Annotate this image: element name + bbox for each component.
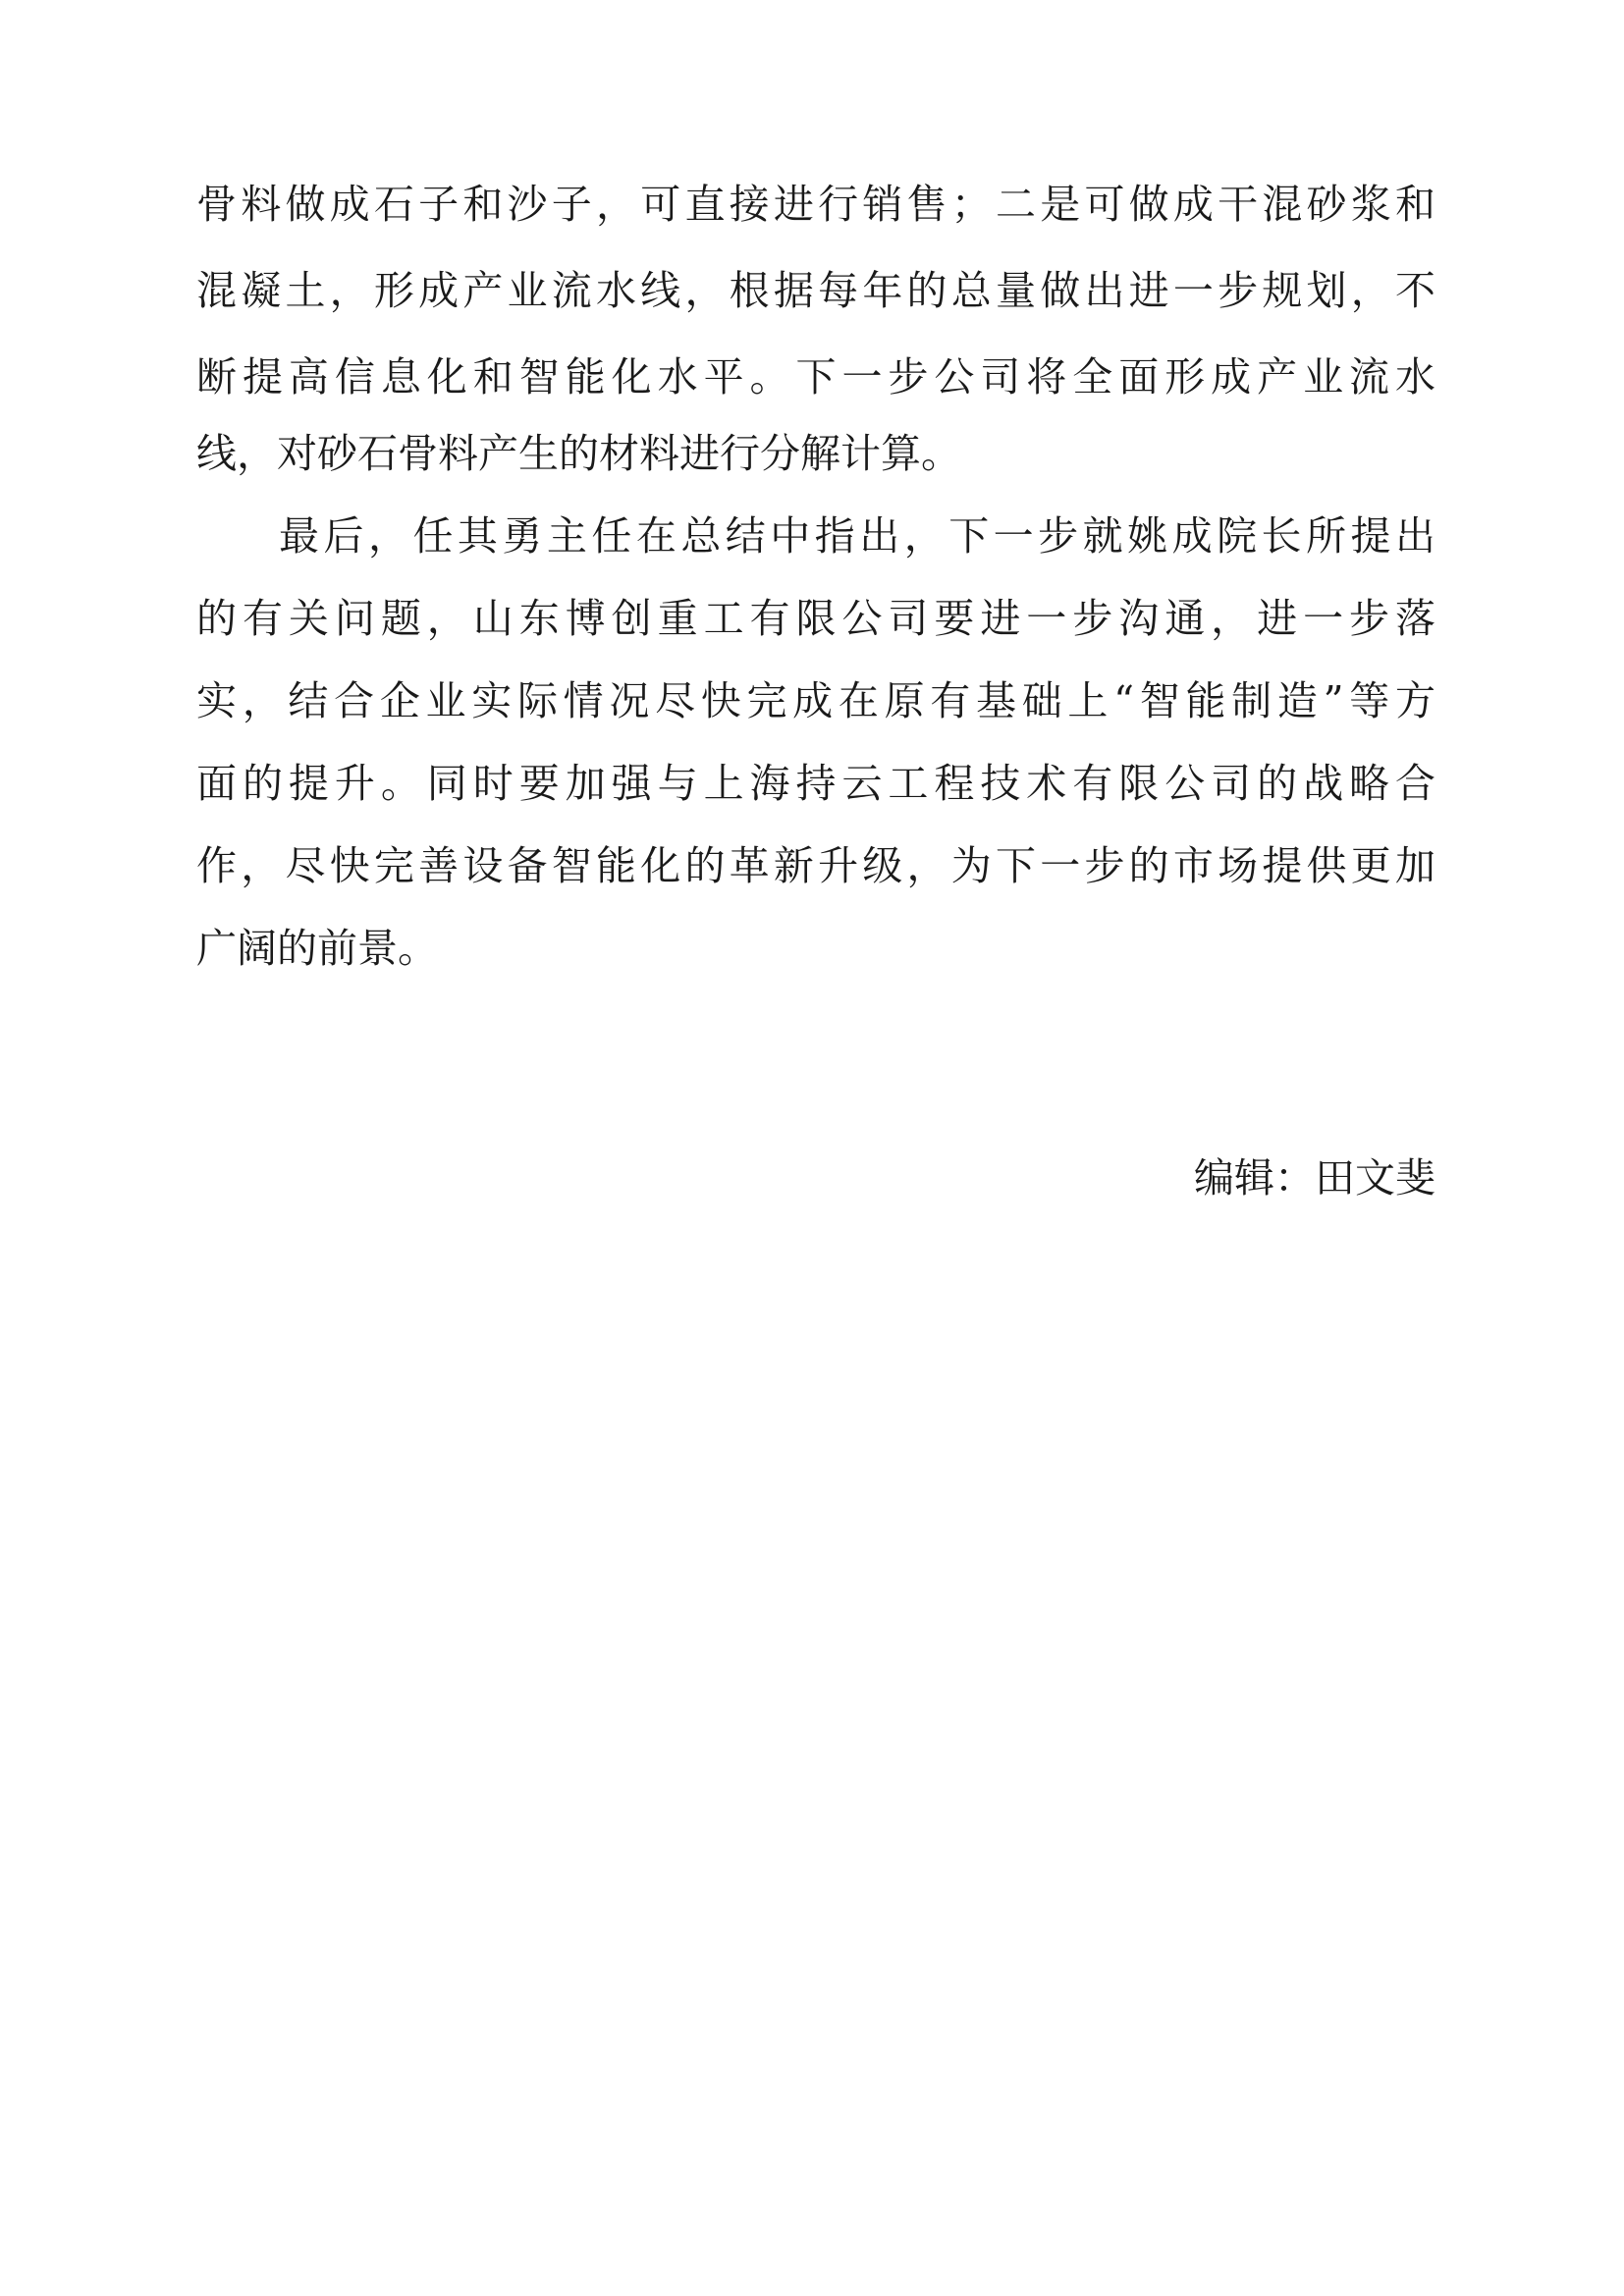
paragraph-line: 作，尽快完善设备智能化的革新升级，为下一步的市场提供更加 — [196, 842, 1435, 889]
paragraph-line: 广阔的前景。 — [196, 925, 438, 972]
paragraph-line: 实，结合企业实际情况尽快完成在原有基础上“智能制造”等方 — [196, 677, 1435, 724]
paragraph-line: 的有关问题，山东博创重工有限公司要进一步沟通，进一步落 — [196, 595, 1435, 642]
editor-credit: 编辑：田文斐 — [1194, 1154, 1435, 1201]
paragraph-line: 断提高信息化和智能化水平。下一步公司将全面形成产业流水 — [196, 353, 1435, 400]
paragraph-line: 最后，任其勇主任在总结中指出，下一步就姚成院长所提出 — [279, 512, 1435, 560]
paragraph-line: 线，对砂石骨料产生的材料进行分解计算。 — [196, 430, 961, 477]
paragraph-line: 混凝土，形成产业流水线，根据每年的总量做出进一步规划，不 — [196, 267, 1435, 314]
paragraph-line: 面的提升。同时要加强与上海持云工程技术有限公司的战略合 — [196, 760, 1435, 807]
paragraph-line: 骨料做成石子和沙子，可直接进行销售；二是可做成干混砂浆和 — [196, 181, 1435, 228]
